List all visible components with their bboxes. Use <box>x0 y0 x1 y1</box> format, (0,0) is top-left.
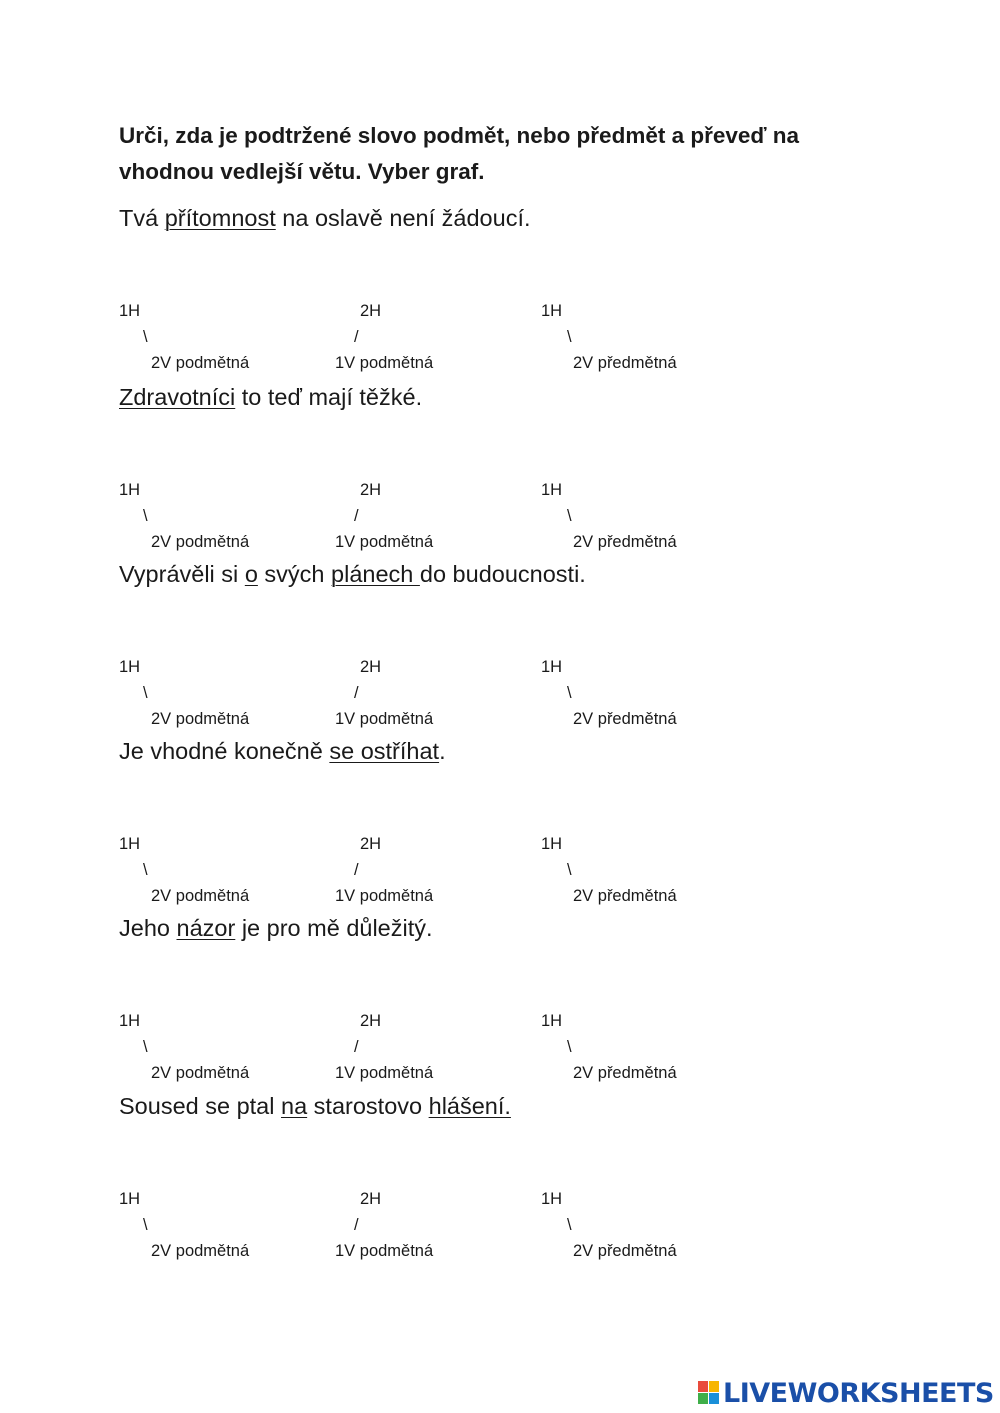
graph-bottom-label: 2V předmětná <box>573 1064 677 1082</box>
graph-connector: \ <box>143 328 148 346</box>
underlined-word: o <box>244 561 258 587</box>
graph-top-label: 1H <box>541 302 563 320</box>
graph-bottom-label: 2V podmětná <box>151 887 250 905</box>
graph-connector: \ <box>143 684 148 702</box>
liveworksheets-logo <box>698 1376 994 1410</box>
sentence-text: Tvá <box>119 205 165 231</box>
underlined-word: na <box>281 1093 308 1119</box>
graph-top-label: 1H <box>119 481 141 499</box>
graph-connector: / <box>354 684 359 702</box>
sentence-text: na oslavě není žádoucí. <box>275 205 531 231</box>
graph-top-label: 1H <box>541 1012 563 1030</box>
sentence-1 <box>119 203 531 233</box>
graph-bottom-label: 2V podmětná <box>151 1064 250 1082</box>
graph-connector: \ <box>143 861 148 879</box>
graph-connector: \ <box>567 684 572 702</box>
graph-bottom-label: 2V předmětná <box>573 533 677 551</box>
graph-bottom-label: 1V podmětná <box>335 1242 434 1260</box>
graph-top-label: 2H <box>360 1012 382 1030</box>
graph-top-label: 2H <box>360 835 382 853</box>
graph-connector: / <box>354 1038 359 1056</box>
sentence-text: to teď mají těžké. <box>235 384 423 410</box>
graph-top-label: 1H <box>119 658 141 676</box>
graph-connector: \ <box>143 1216 148 1234</box>
graph-connector: \ <box>567 1216 572 1234</box>
graph-bottom-label: 2V předmětná <box>573 887 677 905</box>
sentence-6 <box>119 1091 511 1121</box>
liveworksheets-logo-icon <box>698 1381 720 1405</box>
graph-connector: / <box>354 507 359 525</box>
graph-bottom-label: 2V předmětná <box>573 710 677 728</box>
graph-top-label: 2H <box>360 658 382 676</box>
graph-connector: \ <box>567 861 572 879</box>
graph-top-label: 1H <box>119 302 141 320</box>
graph-bottom-label: 2V podmětná <box>151 533 250 551</box>
graph-bottom-label: 1V podmětná <box>335 1064 434 1082</box>
graph-top-label: 1H <box>541 835 563 853</box>
underlined-word: se ostříhat <box>329 738 440 764</box>
graph-bottom-label: 1V podmětná <box>335 354 434 372</box>
sentence-text: . <box>439 738 446 764</box>
graph-connector: \ <box>567 328 572 346</box>
graph-bottom-label: 2V podmětná <box>151 710 250 728</box>
underlined-word: hlášení. <box>428 1093 511 1119</box>
sentence-text: svých <box>257 561 332 587</box>
underlined-word: plánech <box>331 561 420 587</box>
graph-bottom-label: 1V podmětná <box>335 887 434 905</box>
graph-connector: \ <box>143 507 148 525</box>
graph-top-label: 1H <box>119 1012 141 1030</box>
graph-bottom-label: 2V předmětná <box>573 354 677 372</box>
graph-connector: \ <box>567 1038 572 1056</box>
graph-bottom-label: 2V předmětná <box>573 1242 677 1260</box>
graph-top-label: 2H <box>360 302 382 320</box>
sentence-text: Jeho <box>119 915 177 941</box>
sentence-text: do budoucnosti. <box>419 561 586 587</box>
logo-text: LIVEWORKSHEETS <box>723 1377 994 1409</box>
sentence-4 <box>119 736 446 766</box>
graph-connector: \ <box>143 1038 148 1056</box>
graph-top-label: 1H <box>541 1190 563 1208</box>
graph-top-label: 1H <box>119 1190 141 1208</box>
graph-connector: / <box>354 328 359 346</box>
instruction-heading: Urči, zda je podtržené slovo podmět, nebo předmět a převeď na vhodnou vedlejší větu. Vyber graf. <box>119 123 800 184</box>
sentence-text: je pro mě důležitý. <box>235 915 433 941</box>
sentence-text: Soused se ptal <box>119 1093 281 1119</box>
graph-top-label: 2H <box>360 481 382 499</box>
sentence-2 <box>119 382 422 412</box>
graph-bottom-label: 1V podmětná <box>335 533 434 551</box>
underlined-word: Zdravotníci <box>119 384 236 410</box>
graph-connector: \ <box>567 507 572 525</box>
underlined-word: přítomnost <box>164 205 276 231</box>
graph-bottom-label: 2V podmětná <box>151 1242 250 1260</box>
sentence-5 <box>119 913 433 943</box>
graph-connector: / <box>354 861 359 879</box>
graph-top-label: 1H <box>541 481 563 499</box>
sentence-text: starostovo <box>307 1093 429 1119</box>
sentence-text: Je vhodné konečně <box>119 738 330 764</box>
sentence-3 <box>119 559 586 589</box>
graph-bottom-label: 2V podmětná <box>151 354 250 372</box>
graph-top-label: 2H <box>360 1190 382 1208</box>
graph-bottom-label: 1V podmětná <box>335 710 434 728</box>
graph-connector: / <box>354 1216 359 1234</box>
sentence-text: Vyprávěli si <box>119 561 245 587</box>
graph-top-label: 1H <box>541 658 563 676</box>
underlined-word: názor <box>176 915 236 941</box>
graph-top-label: 1H <box>119 835 141 853</box>
